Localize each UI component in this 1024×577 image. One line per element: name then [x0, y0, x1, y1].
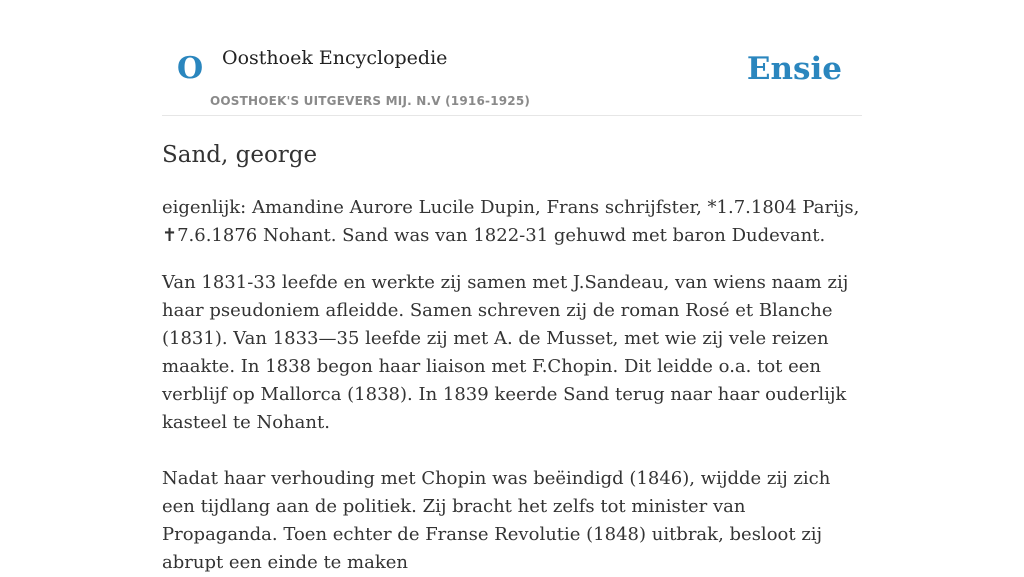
- logo-o-mark[interactable]: O: [177, 51, 204, 86]
- article-paragraph: Nadat haar verhouding met Chopin was beëindigd (1846), wijdde zij zich een tijdlang aan de politiek. Zij bracht het zelfs tot minister van Propaganda. Toen echter de Franse Revolutie (1848) uitbrak, besloot zij abrupt een einde te maken: [162, 468, 831, 573]
- site-title-link[interactable]: Oosthoek Encyclopedie: [222, 47, 448, 69]
- ensie-brand-logo[interactable]: Ensie: [746, 51, 842, 87]
- article-paragraph: Van 1831-33 leefde en werkte zij samen met J.Sandeau, van wiens naam zij haar pseudoniem afleidde. Samen schreven zij de roman Rosé et Blanche (1831). Van 1833—35 leefde zij met A. de Musset, met wie zij vele reizen maakte. In 1838 begon haar liaison met F.Chopin. Dit leidde o.a. tot een verblijf op Mallorca (1838). In 1839 keerde Sand terug naar haar ouderlijk kasteel te Nohant.: [162, 272, 849, 433]
- page: [162, 0, 862, 577]
- site-subtitle: OOSTHOEK'S UITGEVERS MIJ. N.V (1916-1925): [210, 94, 531, 108]
- article-paragraph: eigenlijk: Amandine Aurore Lucile Dupin, Frans schrijfster, *1.7.1804 Parijs, ✝7.6.1876 Nohant. Sand was van 1822-31 gehuwd met baron Dudevant.: [162, 197, 860, 246]
- article-title: Sand, george: [162, 142, 318, 168]
- site-header: [162, 0, 862, 116]
